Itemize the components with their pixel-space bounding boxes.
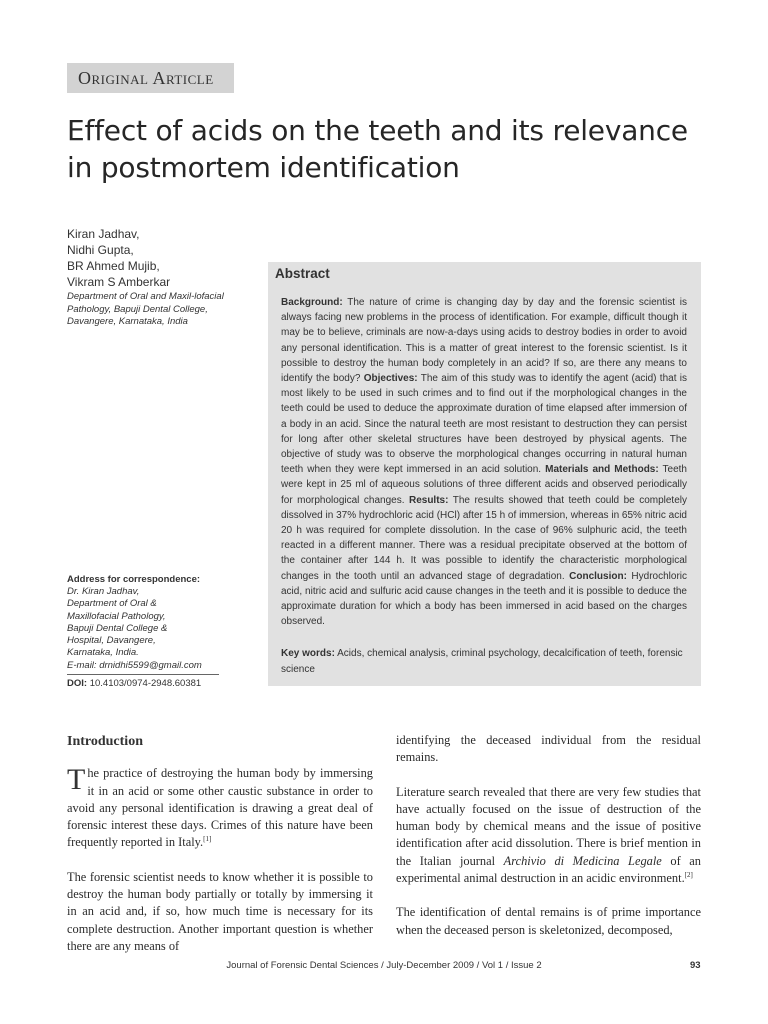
methods-label: Materials and Methods: (545, 464, 659, 476)
abstract-heading: Abstract (275, 266, 330, 281)
keywords (281, 646, 687, 676)
body-paragraph-text: Literature search revealed that there are very few studies that have actually focused on the issue of destruction of the human body by chemical means and the issue of positive identification after acid dissolution. There is brief mention in the Italian journal (396, 784, 701, 868)
conclusion-label: Conclusion: (569, 570, 627, 582)
keywords-text: Acids, chemical analysis, criminal psychology, decalcification of teeth, forensic science (281, 648, 683, 675)
footer-journal-info: Journal of Forensic Dental Sciences / July-December 2009 / Vol 1 / Issue 2 (226, 960, 542, 971)
body-column-left (67, 732, 373, 972)
page-footer (0, 960, 768, 974)
page-number: 93 (690, 960, 701, 971)
correspondence-heading: Address for correspondence: (67, 574, 201, 585)
abstract-box (268, 262, 701, 686)
correspondence-line: Karnataka, India. (67, 647, 139, 659)
abstract-text (281, 295, 687, 629)
citation-ref[interactable]: [1] (203, 835, 212, 844)
body-column-right (396, 732, 701, 956)
article-title: Effect of acids on the teeth and its relevance in postmortem identification (67, 114, 688, 184)
body-paragraph (396, 784, 701, 888)
correspondence-email[interactable]: E-mail: drnidhi5599@gmail.com (67, 659, 202, 671)
author-affiliation: Department of Oral and Maxil-lofacial Pathology, Bapuji Dental College, Davangere, Karnataka, India (67, 291, 224, 327)
keywords-label: Key words: (281, 648, 335, 660)
author-name: BR Ahmed Mujib, (67, 259, 160, 273)
correspondence-line: Maxillofacial Pathology, (67, 610, 166, 622)
objectives-label: Objectives: (363, 373, 418, 385)
background-text: The nature of crime is changing day by day and the forensic scientist is always facing new problems in the process of identification. For example, difficult though it may be to believe, criminals are now-a-days using acids to destroy bodies in order to avoid any personal identification. This is a matter of great interest to the forensic scientist. Is it possible to destroy the human body completely in an acid? If so, are there any means to identify the body? (281, 297, 687, 385)
doi-value[interactable]: 10.4103/0974-2948.60381 (89, 678, 202, 690)
correspondence-line: Department of Oral & (67, 598, 157, 610)
results-text: The results showed that teeth could be completely dissolved in 37% hydrochloric acid (HCl) after 15 h of immersion, whereas in 65% nitric acid 20 h was required for complete dissolution. In the case of 96% sulphuric acid, the teeth reacted in a different manner. There was a residual precipitate observed at the bottom of the container after 144 h. It was possible to identify the characteristic morphological changes in the tooth until an advanced stage of degradation. (281, 494, 687, 582)
article-type-badge: Original Article (67, 63, 234, 93)
author-name: Kiran Jadhav, (67, 227, 140, 241)
author-name: Nidhi Gupta, (67, 243, 134, 257)
doi (67, 677, 227, 690)
doi-label: DOI: (67, 678, 88, 690)
body-paragraph: The identification of dental remains is of prime importance when the deceased person is skeletonized, decomposed, (396, 905, 701, 937)
correspondence-line: Dr. Kiran Jadhav, (67, 586, 140, 597)
conclusion-text: Hydrochloric acid, nitric acid and sulfuric acid cause changes in the teeth and it is possible to deduce the approximate duration for which a body has been immersed in acid based on the charges observed. (281, 570, 687, 628)
intro-paragraph-text: he practice of destroying the human body by immersing it in an acid or some other caustic substance in order to avoid any personal identification is drawing a great deal of forensic interest these days. Crimes of this nature have been frequently reported in Italy. (67, 766, 373, 850)
body-paragraph: The forensic scientist needs to know whether it is possible to destroy the human body partially or totally by immersing it in an acid and, if so, how much time is necessary for its complete destruction. Another important question is whether there are any means of (67, 869, 373, 953)
objectives-text: The aim of this study was to identify the agent (acid) that is most likely to be used in such crimes and to find out if the morphological changes in the teeth could be used to deduce the approximate duration of time elapsed after immersion of a body in an acid. Since the natural teeth are most resistant to destruction they can persist for long after other skeletal structures have been destroyed by physical agents. The objective of study was to observe the morphological changes occurring in natural human teeth when they were kept immersed in an acid solution. (281, 373, 687, 476)
journal-name: Archivio di Medicina Legale (503, 853, 662, 868)
body-paragraph-text: of an experimental animal destruction in an acidic environment. (396, 853, 701, 886)
introduction-heading: Introduction (67, 734, 143, 749)
correspondence-line: Hospital, Davangere, (67, 635, 156, 647)
author-block (67, 226, 267, 329)
intro-paragraph (67, 765, 373, 851)
results-label: Results: (408, 494, 449, 506)
correspondence-line: Bapuji Dental College & (67, 622, 168, 634)
body-paragraph: identifying the deceased individual from the residual remains. (396, 733, 701, 765)
methods-text: Teeth were kept in 25 ml of aqueous solutions of three different acids and observed periodically for morphological changes. (281, 464, 687, 506)
author-name: Vikram S Amberkar (67, 275, 171, 289)
background-label: Background: (281, 297, 343, 308)
drop-cap: T (67, 763, 86, 797)
correspondence-block (67, 573, 227, 690)
correspondence-divider (67, 674, 219, 675)
citation-ref[interactable]: [2] (684, 870, 693, 879)
